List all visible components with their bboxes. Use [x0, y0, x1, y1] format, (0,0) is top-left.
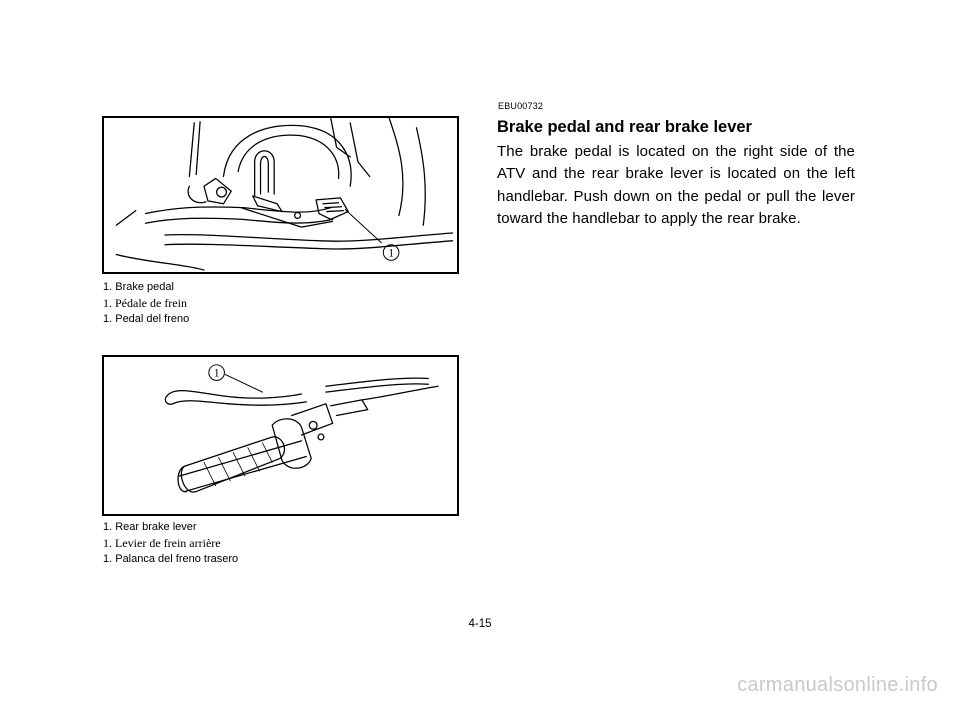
section-body: The brake pedal is located on the right side of the ATV and the rear brake lever is located on the left handlebar. Push down on the pedal or pull the lever toward the handlebar to apply the rear brake.	[497, 143, 855, 227]
brake-pedal-captions	[103, 279, 189, 327]
section-heading: Brake pedal and rear brake lever	[497, 118, 752, 136]
section-code: EBU00732	[498, 101, 544, 111]
caption-spanish: 1. Pedal del freno	[103, 313, 190, 325]
page-number: 4-15	[468, 618, 492, 630]
rear-brake-lever-captions	[103, 519, 238, 567]
watermark: carmanualsonline.info	[737, 674, 938, 696]
caption-english: 1. Brake pedal	[103, 281, 174, 293]
caption-french: 1. Pédale de frein	[103, 296, 187, 310]
brake-pedal-illustration	[102, 116, 459, 274]
brake-pedal-drawing	[104, 118, 457, 272]
rear-brake-lever-illustration	[102, 355, 459, 516]
caption-english: 1. Rear brake lever	[103, 521, 197, 533]
caption-french: 1. Levier de frein arrière	[103, 536, 221, 550]
rear-brake-lever-drawing	[104, 357, 457, 514]
callout-number: 1	[388, 246, 395, 260]
callout-number: 1	[213, 366, 220, 380]
caption-spanish: 1. Palanca del freno trasero	[103, 553, 239, 565]
